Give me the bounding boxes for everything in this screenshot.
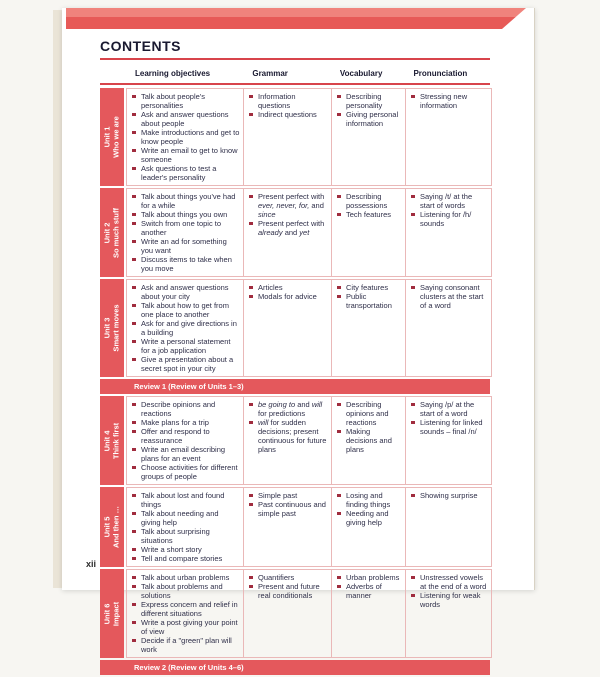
unit-row [100, 188, 490, 277]
unit-title-label: Smart moves [112, 304, 121, 352]
vocabulary-cell [332, 279, 406, 377]
pronunciation-cell [406, 279, 492, 377]
learning-objectives-item: Ask questions to test a leader's personality [131, 164, 240, 182]
learning-objectives-item: Ask for and give directions in a building [131, 319, 240, 337]
vocabulary-item: Adverbs of manner [336, 582, 402, 600]
vocabulary-item: Public transportation [336, 292, 402, 310]
grammar-item: Quantifiers [248, 573, 328, 582]
unit-title-label: Who we are [112, 116, 121, 158]
unit-tab [100, 396, 124, 485]
learning-objectives-cell [126, 188, 244, 277]
grammar-cell [244, 279, 332, 377]
unit-tab-text [103, 100, 122, 174]
pronunciation-item: Listening for /h/ sounds [410, 210, 488, 228]
pronunciation-cell [406, 487, 492, 567]
column-header-vocabulary: Vocabulary [339, 69, 383, 78]
learning-objectives-item: Ask and answer questions about people [131, 110, 240, 128]
unit-tab-text [103, 286, 122, 370]
unit-row [100, 279, 490, 377]
learning-objectives-item: Write an email describing plans for an event [131, 445, 240, 463]
review-band: Review 1 (Review of Units 1–3) [100, 379, 490, 394]
unit-tab [100, 569, 124, 658]
unit-tab-text [103, 410, 122, 472]
learning-objectives-item: Switch from one topic to another [131, 219, 240, 237]
grammar-item: will for sudden decisions; present continuous for future plans [248, 418, 328, 454]
unit-tab [100, 188, 124, 277]
grammar-item: Simple past [248, 491, 328, 500]
book-spine-strip [53, 10, 62, 588]
contents-page [62, 8, 535, 672]
vocabulary-item: Making decisions and plans [336, 427, 402, 454]
grammar-cell [244, 88, 332, 186]
grammar-cell [244, 396, 332, 485]
review-band: Review 2 (Review of Units 4–6) [100, 660, 490, 675]
vocabulary-item: Giving personal information [336, 110, 402, 128]
pronunciation-cell [406, 88, 492, 186]
page-number: xii [86, 559, 97, 569]
pronunciation-cell [406, 569, 492, 658]
unit-row [100, 396, 490, 485]
pronunciation-item: Listening for weak words [410, 591, 488, 609]
learning-objectives-item: Write a short story [131, 545, 240, 554]
pronunciation-item: Saying consonant clusters at the start of a word [410, 283, 488, 310]
grammar-item: Present perfect with already and yet [248, 219, 328, 237]
unit-number-label: Unit 2 [102, 222, 112, 243]
column-header-learning-objectives: Learning objectives [135, 69, 211, 78]
learning-objectives-cell [126, 279, 244, 377]
learning-objectives-item: Write an ad for something you want [131, 237, 240, 255]
learning-objectives-item: Express concern and relief in different situations [131, 600, 240, 618]
unit-tab [100, 487, 124, 567]
top-red-banner [66, 8, 526, 29]
pronunciation-item: Saying /p/ at the start of a word [410, 400, 488, 418]
unit-row [100, 569, 490, 658]
unit-number-label: Unit 4 [102, 430, 112, 451]
unit-number-label: Unit 1 [102, 126, 112, 148]
grammar-cell [244, 188, 332, 277]
vocabulary-item: Describing possessions [336, 192, 402, 210]
unit-number-label: Unit 5 [102, 516, 112, 538]
learning-objectives-item: Write an email to get to know someone [131, 146, 240, 164]
unit-title-label: Think first [112, 422, 121, 459]
grammar-item: Present and future real conditionals [248, 582, 328, 600]
learning-objectives-item: Talk about people's personalities [131, 92, 240, 110]
grammar-item: Past continuous and simple past [248, 500, 328, 518]
learning-objectives-item: Make plans for a trip [131, 418, 240, 427]
pronunciation-cell [406, 396, 492, 485]
learning-objectives-item: Choose activities for different groups of people [131, 463, 240, 481]
column-header-grammar: Grammar [252, 69, 288, 78]
learning-objectives-cell [126, 569, 244, 658]
learning-objectives-item: Talk about needing and giving help [131, 509, 240, 527]
unit-tab-text [103, 498, 122, 556]
pronunciation-cell [406, 188, 492, 277]
unit-title-label: Impact [112, 601, 121, 626]
learning-objectives-item: Tell and compare stories [131, 554, 240, 563]
page-title: CONTENTS [100, 38, 181, 54]
vocabulary-cell [332, 188, 406, 277]
header-rule [100, 83, 490, 85]
unit-row [100, 88, 490, 186]
unit-tab [100, 279, 124, 377]
vocabulary-cell [332, 88, 406, 186]
grammar-item: Indirect questions [248, 110, 328, 119]
learning-objectives-item: Talk about how to get from one place to another [131, 301, 240, 319]
vocabulary-cell [332, 396, 406, 485]
grammar-cell [244, 569, 332, 658]
vocabulary-item: Needing and giving help [336, 509, 402, 527]
grammar-item: be going to and will for predictions [248, 400, 328, 418]
grammar-cell [244, 487, 332, 567]
learning-objectives-item: Talk about things you've had for a while [131, 192, 240, 210]
vocabulary-cell [332, 569, 406, 658]
grammar-item: Articles [248, 283, 328, 292]
learning-objectives-item: Talk about surprising situations [131, 527, 240, 545]
unit-title-label: And then … [112, 505, 121, 549]
learning-objectives-item: Offer and respond to reassurance [131, 427, 240, 445]
unit-title-label: So much stuff [112, 207, 121, 258]
learning-objectives-item: Describe opinions and reactions [131, 400, 240, 418]
grammar-item: Modals for advice [248, 292, 328, 301]
unit-number-label: Unit 6 [102, 603, 112, 624]
learning-objectives-item: Write a post giving your point of view [131, 618, 240, 636]
pronunciation-item: Showing surprise [410, 491, 488, 500]
grammar-item: Information questions [248, 92, 328, 110]
unit-number-label: Unit 3 [102, 317, 112, 339]
column-headers [100, 69, 490, 78]
unit-tab [100, 88, 124, 186]
learning-objectives-item: Give a presentation about a secret spot in your city [131, 355, 240, 373]
learning-objectives-item: Discuss items to take when you move [131, 255, 240, 273]
vocabulary-item: Tech features [336, 210, 402, 219]
vocabulary-item: Describing personality [336, 92, 402, 110]
vocabulary-item: City features [336, 283, 402, 292]
learning-objectives-item: Talk about urban problems [131, 573, 240, 582]
pronunciation-item: Unstressed vowels at the end of a word [410, 573, 488, 591]
learning-objectives-item: Write a personal statement for a job application [131, 337, 240, 355]
unit-tab-text [103, 579, 122, 649]
learning-objectives-cell [126, 487, 244, 567]
vocabulary-cell [332, 487, 406, 567]
learning-objectives-cell [126, 88, 244, 186]
learning-objectives-item: Talk about lost and found things [131, 491, 240, 509]
learning-objectives-cell [126, 396, 244, 485]
grammar-item: Present perfect with ever, never, for, and since [248, 192, 328, 219]
column-header-pronunciation: Pronunciation [413, 69, 468, 78]
contents-table [100, 88, 490, 677]
pronunciation-item: Stressing new information [410, 92, 488, 110]
learning-objectives-item: Decide if a "green" plan will work [131, 636, 240, 654]
pronunciation-item: Saying /t/ at the start of words [410, 192, 488, 210]
unit-tab-text [103, 197, 122, 269]
learning-objectives-item: Ask and answer questions about your city [131, 283, 240, 301]
learning-objectives-item: Talk about problems and solutions [131, 582, 240, 600]
title-rule [100, 58, 490, 60]
learning-objectives-item: Make introductions and get to know people [131, 128, 240, 146]
unit-row [100, 487, 490, 567]
learning-objectives-item: Talk about things you own [131, 210, 240, 219]
vocabulary-item: Describing opinions and reactions [336, 400, 402, 427]
pronunciation-item: Listening for linked sounds – final /n/ [410, 418, 488, 436]
vocabulary-item: Urban problems [336, 573, 402, 582]
vocabulary-item: Losing and finding things [336, 491, 402, 509]
